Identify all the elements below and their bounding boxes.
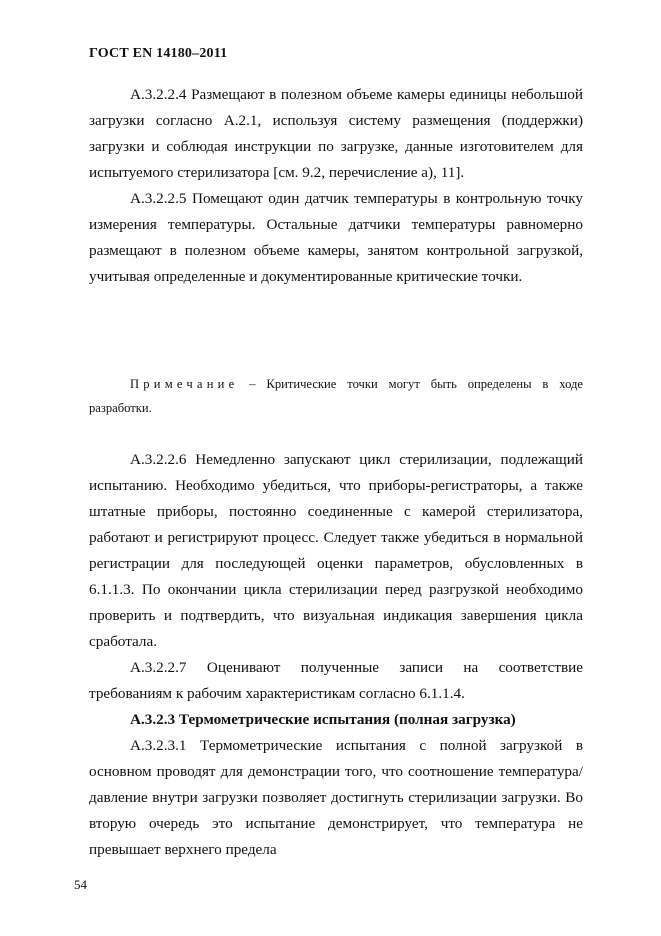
note-text: – Критические точки могут быть определены в ходе разработки.	[89, 377, 583, 415]
note-label: Примечание	[130, 377, 239, 391]
note-block	[89, 372, 583, 420]
paragraph-a-3-2-3-1: А.3.2.3.1 Термометрические испытания с полной загрузкой в основном проводят для демонстрации того, что соотношение температура/давление внутри загрузки позволяет достигнуть стерилизации загрузки. Во вторую очередь это испытание демонстрирует, что температура не превышает верхнего предела	[89, 737, 583, 858]
paragraph-a-3-2-2-5: А.3.2.2.5 Помещают один датчик температуры в контрольную точку измерения температуры. Остальные датчики температуры равномерно размещают в полезном объеме камеры, занятом контрольной загрузкой, учитывая определенные и документированные критические точки.	[89, 190, 583, 285]
page-number: 54	[74, 877, 87, 892]
section-heading-a-3-2-3: А.3.2.3 Термометрические испытания (полная загрузка)	[130, 711, 516, 728]
document-header: ГОСТ EN 14180–2011	[89, 46, 228, 61]
paragraph-a-3-2-2-6: А.3.2.2.6 Немедленно запускают цикл стерилизации, подлежащий испытанию. Необходимо убедиться, что приборы-регистраторы, а также штатные приборы, постоянно соединенные с камерой стерилизатора, работают и регистрируют процесс. Следует также убедиться в нормальной регистрации для последующей оценки параметров, обусловленных в 6.1.1.3. По окончании цикла стерилизации перед разгрузкой необходимо проверить и подтвердить, что визуальная индикация завершения цикла сработала.	[89, 451, 583, 650]
note	[89, 372, 583, 420]
paragraph-a-3-2-2-7: А.3.2.2.7 Оценивают полученные записи на соответствие требованиям к рабочим характеристикам согласно 6.1.1.4.	[89, 659, 583, 702]
paragraph-a-3-2-2-4: А.3.2.2.4 Размещают в полезном объеме камеры единицы небольшой загрузки согласно А.2.1, используя систему размещения (поддержки) загрузки и соблюдая инструкции по загрузке, данные изготовителем для испытуемого стерилизатора [см. 9.2, перечисление а), 11].	[89, 86, 583, 181]
document-body-continued	[89, 447, 583, 863]
document-body	[89, 82, 583, 290]
